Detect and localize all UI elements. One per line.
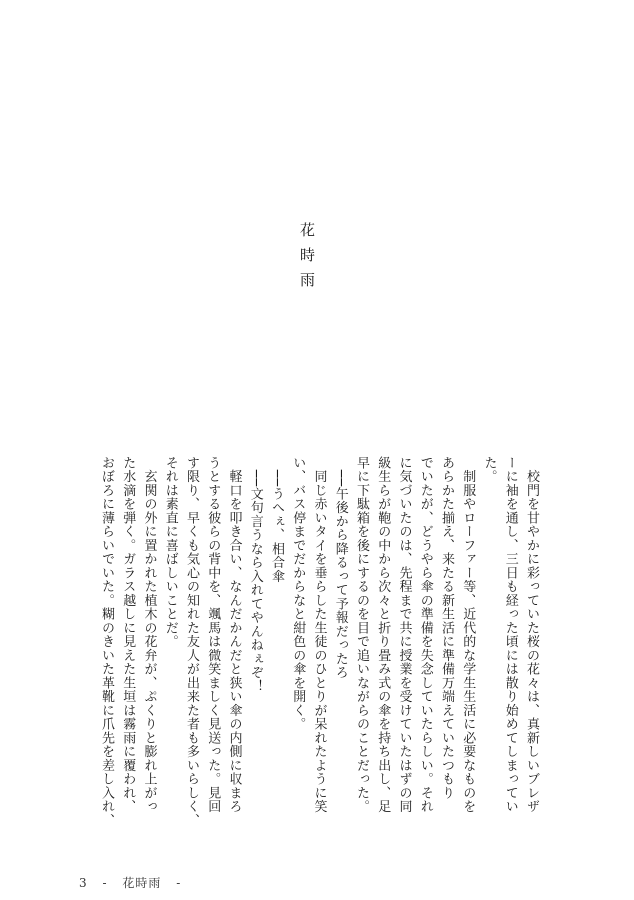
text-line: ーに袖を通し、三日も経った頃には散り始めてしまってい xyxy=(502,456,518,814)
text-line: 校門を甘やかに彩っていた桜の花々は、真新しいブレザ xyxy=(524,456,539,814)
footer-dash-left: - xyxy=(102,876,108,890)
text-line: 制服やローファー等、近代的な学生生活に必要なものを xyxy=(460,456,476,814)
text-line: あらかた揃え、来たる新生活に準備万端えていたつもり xyxy=(439,456,454,800)
text-line: 軽口を叩き合い、なんだかんだと狭い傘の内側に収まろ xyxy=(226,456,242,814)
text-line: 同じ赤いタイを垂らした生徒のひとりが呆れたように笑 xyxy=(311,456,327,814)
text-line: ──うへぇ、相合傘 xyxy=(269,456,284,584)
text-line: でいたが、どうやら傘の準備を失念していたらしい。それ xyxy=(417,456,433,814)
text-line: い、バス停までだからなと紺色の傘を開く。 xyxy=(290,456,306,731)
text-line: た水滴を弾く。ガラス越しに見えた生垣は霧雨に覆われ、 xyxy=(120,456,136,814)
page-footer xyxy=(79,874,191,891)
footer-dash-right: - xyxy=(176,876,182,890)
body-text xyxy=(72,456,542,838)
text-line: に気づいたのは、先程まで共に授業を受けていたはずの同 xyxy=(396,456,412,814)
running-title: 花時雨 xyxy=(122,876,162,890)
text-line: 玄関の外に置かれた植木の花弁が、ぷくりと膨れ上がっ xyxy=(141,456,157,814)
text-line: おぼろに薄らいでいた。糊のきいた革靴に爪先を差し入れ、 xyxy=(99,456,114,828)
text-line: それは素直に喜ばしいことだ。 xyxy=(162,456,178,649)
chapter-title: 花時雨 xyxy=(298,222,316,297)
text-line: 級生らが鞄の中から次々と折り畳み式の傘を持ち出し、足 xyxy=(375,456,391,814)
text-line: す限り、早くも気心の知れた友人が出来た者も多いらしく、 xyxy=(184,456,199,828)
text-line: ──午後から降るって予報だったろ xyxy=(332,456,348,680)
page-number: 3 xyxy=(79,876,88,890)
text-line: た。 xyxy=(481,456,497,484)
text-line: ──文句言うなら入れてやんねぇぞ！ xyxy=(247,456,263,694)
text-line: 早に下駄箱を後にするのを目で追いながらのことだった。 xyxy=(354,456,369,814)
text-line: うとする彼らの背中を、颯馬は微笑ましく見送った。見回 xyxy=(205,456,221,814)
